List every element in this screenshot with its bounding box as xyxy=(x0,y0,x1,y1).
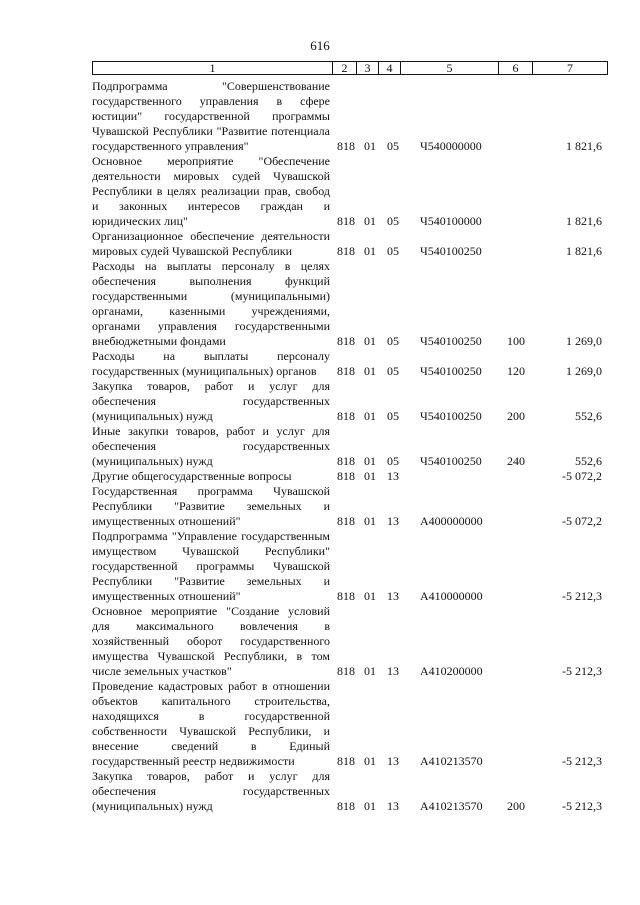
row-name: Проведение кадастровых работ в отношении объектов капитального строительства, находящихся в государственной собственности Чувашской Республики, и внесение сведений в Единый государственный реестр недвижимости xyxy=(92,679,330,768)
row-name: Подпрограмма "Совершенствование государственного управления в сфере юстиции" государственной программы Чувашской Республики "Развитие потенциала государственного управления" xyxy=(92,79,330,153)
row-target-code: Ч540000000 xyxy=(420,139,482,153)
row-target-code: Ч540100250 xyxy=(420,244,482,258)
row-admin-code: 818 xyxy=(337,214,355,228)
row-section: 01 xyxy=(364,514,376,528)
row-subsection: 05 xyxy=(387,244,399,258)
row-section: 01 xyxy=(364,364,376,378)
row-target-code: Ч540100250 xyxy=(420,364,482,378)
table-row xyxy=(92,79,608,154)
table-row xyxy=(92,154,608,229)
table-row xyxy=(92,424,608,469)
row-amount: 1 269,0 xyxy=(566,334,602,348)
row-amount: -5 072,2 xyxy=(562,469,602,483)
row-section: 01 xyxy=(364,664,376,678)
row-target-code: А410000000 xyxy=(420,589,483,603)
row-name: Основное мероприятие "Обеспечение деятельности мировых судей Чувашской Республики в целях реализации прав, свобод и законных интересов граждан и юридических лиц" xyxy=(92,154,330,228)
table-row xyxy=(92,484,608,529)
table-row xyxy=(92,259,608,349)
row-name: Иные закупки товаров, работ и услуг для обеспечения государственных (муниципальных) нужд xyxy=(92,424,330,468)
row-name: Государственная программа Чувашской Республики "Развитие земельных и имущественных отношений" xyxy=(92,484,330,528)
budget-table xyxy=(92,79,608,814)
row-section: 01 xyxy=(364,409,376,423)
row-target-code: Ч540100000 xyxy=(420,214,482,228)
row-admin-code: 818 xyxy=(337,454,355,468)
row-target-code: А410213570 xyxy=(420,799,483,813)
row-section: 01 xyxy=(364,799,376,813)
row-subsection: 05 xyxy=(387,454,399,468)
row-subsection: 13 xyxy=(387,799,399,813)
table-row xyxy=(92,349,608,379)
row-expense-type: 120 xyxy=(507,364,525,378)
header-col-1: 1 xyxy=(93,62,333,74)
header-col-6: 6 xyxy=(499,62,533,74)
row-section: 01 xyxy=(364,469,376,483)
row-amount: -5 212,3 xyxy=(562,664,602,678)
row-subsection: 13 xyxy=(387,754,399,768)
row-amount: -5 212,3 xyxy=(562,799,602,813)
row-subsection: 13 xyxy=(387,664,399,678)
row-subsection: 13 xyxy=(387,469,399,483)
row-section: 01 xyxy=(364,454,376,468)
row-name: Другие общегосударственные вопросы xyxy=(92,469,292,483)
page-number: 616 xyxy=(310,38,330,53)
header-col-5: 5 xyxy=(401,62,499,74)
row-subsection: 05 xyxy=(387,139,399,153)
row-amount: 1 821,6 xyxy=(566,139,602,153)
row-subsection: 13 xyxy=(387,589,399,603)
row-target-code: А410200000 xyxy=(420,664,483,678)
row-subsection: 05 xyxy=(387,364,399,378)
row-amount: 1 821,6 xyxy=(566,244,602,258)
row-subsection: 05 xyxy=(387,214,399,228)
row-target-code: А410213570 xyxy=(420,754,483,768)
row-name: Основное мероприятие "Создание условий для максимального вовлечения в хозяйственный оборот государственного имущества Чувашской Республики, в том числе земельных участков" xyxy=(92,604,330,678)
header-col-7: 7 xyxy=(567,61,573,75)
row-admin-code: 818 xyxy=(337,469,355,483)
row-expense-type: 200 xyxy=(507,799,525,813)
row-name: Расходы на выплаты персоналу в целях обеспечения выполнения функций государственными (муниципальными) органами, казенными учреждениями, органами управления государственными внебюджетными фондами xyxy=(92,259,330,348)
row-admin-code: 818 xyxy=(337,799,355,813)
row-admin-code: 818 xyxy=(337,139,355,153)
row-subsection: 05 xyxy=(387,409,399,423)
row-expense-type: 240 xyxy=(507,454,525,468)
row-name: Организационное обеспечение деятельности мировых судей Чувашской Республики xyxy=(92,229,330,258)
row-expense-type: 100 xyxy=(507,334,525,348)
row-amount: 1 821,6 xyxy=(566,214,602,228)
table-header xyxy=(92,61,608,75)
row-amount: -5 072,2 xyxy=(562,514,602,528)
table-row xyxy=(92,229,608,259)
row-amount: 552,6 xyxy=(575,409,602,423)
row-amount: 1 269,0 xyxy=(566,364,602,378)
table-row xyxy=(92,469,608,484)
row-target-code: Ч540100250 xyxy=(420,454,482,468)
row-expense-type: 200 xyxy=(507,409,525,423)
row-admin-code: 818 xyxy=(337,589,355,603)
row-name: Подпрограмма "Управление государственным имуществом Чувашской Республики" государственной программы Чувашской Республики "Развитие земельных и имущественных отношений" xyxy=(92,529,330,603)
row-section: 01 xyxy=(364,334,376,348)
row-admin-code: 818 xyxy=(337,664,355,678)
row-section: 01 xyxy=(364,214,376,228)
row-section: 01 xyxy=(364,139,376,153)
table-row xyxy=(92,604,608,679)
row-admin-code: 818 xyxy=(337,514,355,528)
table-row xyxy=(92,769,608,814)
row-amount: -5 212,3 xyxy=(562,589,602,603)
row-admin-code: 818 xyxy=(337,334,355,348)
row-name: Закупка товаров, работ и услуг для обеспечения государственных (муниципальных) нужд xyxy=(92,769,330,813)
row-admin-code: 818 xyxy=(337,364,355,378)
row-name: Расходы на выплаты персоналу государственных (муниципальных) органов xyxy=(92,349,330,378)
table-row xyxy=(92,529,608,604)
row-name: Закупка товаров, работ и услуг для обеспечения государственных (муниципальных) нужд xyxy=(92,379,330,423)
row-subsection: 05 xyxy=(387,334,399,348)
table-row xyxy=(92,679,608,769)
row-subsection: 13 xyxy=(387,514,399,528)
row-amount: -5 212,3 xyxy=(562,754,602,768)
row-section: 01 xyxy=(364,754,376,768)
row-admin-code: 818 xyxy=(337,409,355,423)
row-section: 01 xyxy=(364,244,376,258)
header-col-2: 2 xyxy=(333,62,357,74)
row-admin-code: 818 xyxy=(337,244,355,258)
row-target-code: Ч540100250 xyxy=(420,334,482,348)
row-target-code: А400000000 xyxy=(420,514,483,528)
row-admin-code: 818 xyxy=(337,754,355,768)
row-amount: 552,6 xyxy=(575,454,602,468)
table-row xyxy=(92,379,608,424)
header-col-3: 3 xyxy=(357,62,379,74)
row-section: 01 xyxy=(364,589,376,603)
row-target-code: Ч540100250 xyxy=(420,409,482,423)
header-col-4: 4 xyxy=(379,62,401,74)
